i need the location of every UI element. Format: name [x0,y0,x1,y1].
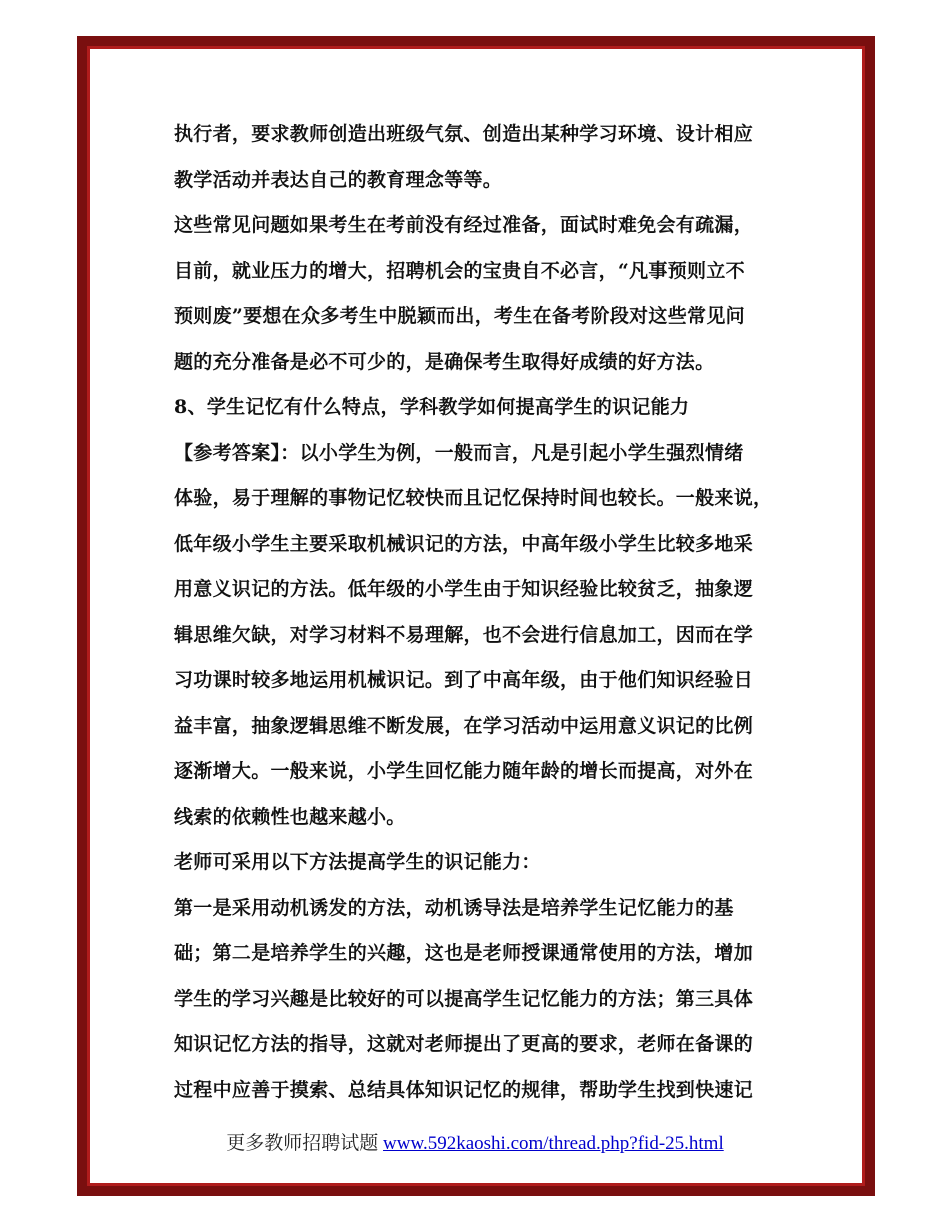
text-line: 目前，就业压力的增大，招聘机会的宝贵自不必言，“凡事预则立不 [174,259,745,282]
text-line: 线索的依赖性也越来越小。 [174,805,406,828]
question-title: 8、学生记忆有什么特点，学科教学如何提高学生的识记能力 [174,396,690,418]
paragraph-summary [174,203,782,385]
text-line: 预则废”要想在众多考生中脱颖而出，考生在备考阶段对这些常见问 [174,305,745,327]
text-line: 老师可采用以下方法提高学生的识记能力： [174,851,541,873]
text-line: 用意义识记的方法。低年级的小学生由于知识经验比较贫乏，抽象逻 [174,578,754,600]
text-line: 学生的学习兴趣是比较好的可以提高学生记忆能力的方法；第三具体 [174,987,754,1010]
question-heading [174,385,782,431]
text-line: 础；第二是培养学生的兴趣，这也是老师授课通常使用的方法，增加 [174,942,754,964]
document-body [174,112,782,1113]
text-line: 益丰富，抽象逻辑思维不断发展，在学习活动中运用意义识记的比例 [174,714,754,737]
page-footer [0,1128,950,1155]
text-line: 过程中应善于摸索、总结具体知识记忆的规律，帮助学生找到快速记 [174,1078,754,1101]
text-line: 辑思维欠缺，对学习材料不易理解，也不会进行信息加工，因而在学 [174,623,754,646]
text-line: 体验，易于理解的事物记忆较快而且记忆保持时间也较长。一般来说， [174,487,773,509]
footer-link[interactable]: www.592kaoshi.com/thread.php?fid-25.html [383,1133,724,1154]
paragraph-answer [174,431,782,841]
text-line: 这些常见问题如果考生在考前没有经过准备，面试时难免会有疏漏， [174,214,754,236]
text-line: 知识记忆方法的指导，这就对老师提出了更高的要求，老师在备课的 [174,1033,754,1055]
text-line: 题的充分准备是必不可少的，是确保考生取得好成绩的好方法。 [174,350,715,373]
text-line: 执行者，要求教师创造出班级气氛、创造出某种学习环境、设计相应 [174,123,754,145]
text-line: 【参考答案】：以小学生为例，一般而言，凡是引起小学生强烈情绪 [174,441,744,464]
text-line: 低年级小学生主要采取机械识记的方法，中高年级小学生比较多地采 [174,532,754,555]
footer-label: 更多教师招聘试题 [226,1133,384,1154]
paragraph-methods [174,886,782,1114]
text-line: 习功课时较多地运用机械识记。到了中高年级，由于他们知识经验日 [174,669,754,691]
text-line: 逐渐增大。一般来说，小学生回忆能力随年龄的增长而提高，对外在 [174,760,754,782]
text-line: 教学活动并表达自己的教育理念等等。 [174,168,503,191]
paragraph-intro-continued [174,112,782,203]
paragraph-methods-intro [174,840,782,886]
text-line: 第一是采用动机诱发的方法，动机诱导法是培养学生记忆能力的基 [174,896,734,919]
